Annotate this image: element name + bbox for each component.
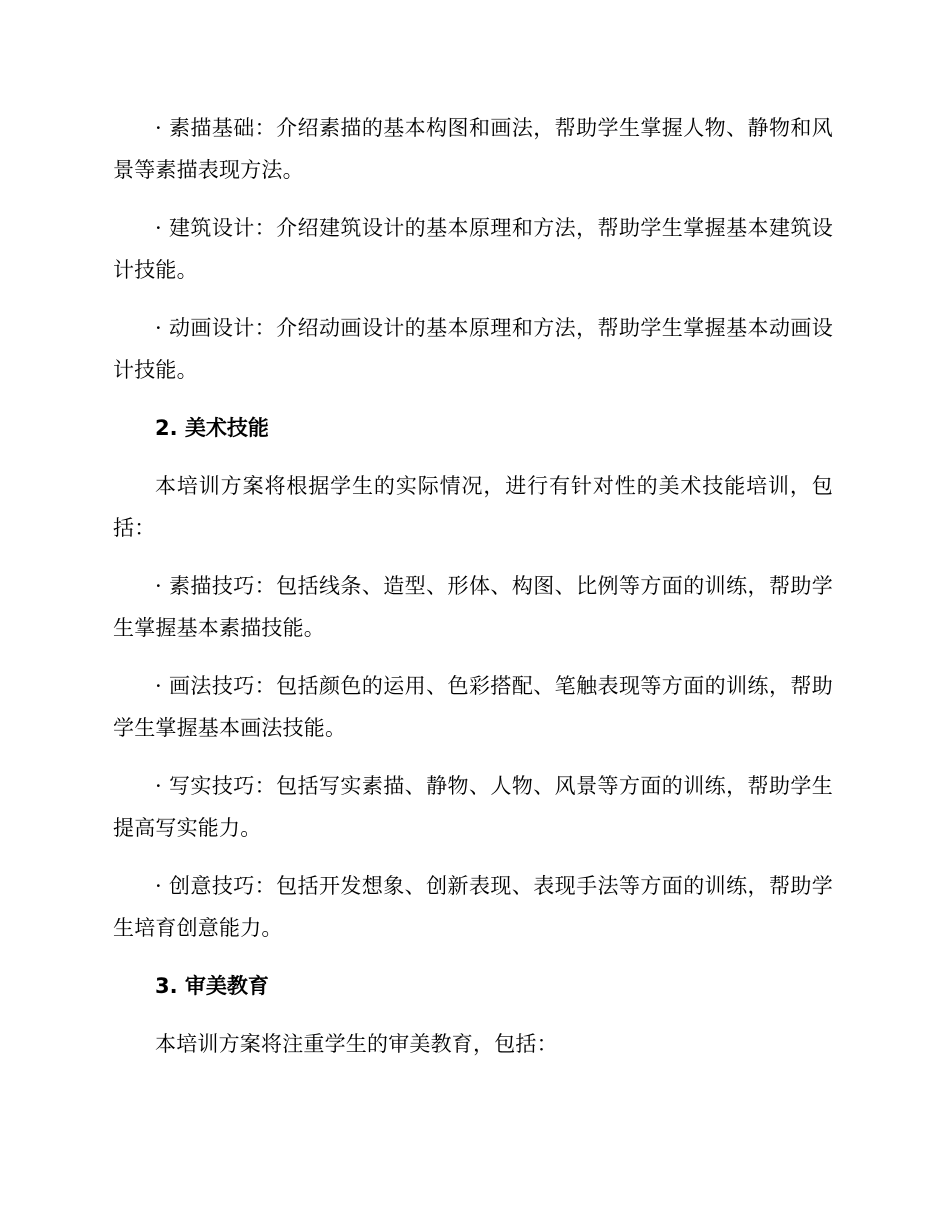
document-body — [113, 107, 833, 1081]
bullet-sketch-basics: · 素描基础：介绍素描的基本构图和画法，帮助学生掌握人物、静物和风景等素描表现方法。 — [113, 116, 833, 182]
bullet-painting-techniques: · 画法技巧：包括颜色的运用、色彩搭配、笔触表现等方面的训练，帮助学生掌握基本画法技能。 — [113, 674, 833, 740]
section-heading-art-skills: 2. 美术技能 — [155, 416, 269, 440]
paragraph-art-skills-intro: 本培训方案将根据学生的实际情况，进行有针对性的美术技能培训，包括： — [113, 474, 833, 540]
bullet-animation-design: · 动画设计：介绍动画设计的基本原理和方法，帮助学生掌握基本动画设计技能。 — [113, 316, 833, 382]
bullet-realism-techniques: · 写实技巧：包括写实素描、静物、人物、风景等方面的训练，帮助学生提高写实能力。 — [113, 774, 833, 840]
bullet-architecture-design: · 建筑设计：介绍建筑设计的基本原理和方法，帮助学生掌握基本建筑设计技能。 — [113, 216, 833, 282]
bullet-sketch-techniques: · 素描技巧：包括线条、造型、形体、构图、比例等方面的训练，帮助学生掌握基本素描技能。 — [113, 574, 833, 640]
section-heading-aesthetic-education: 3. 审美教育 — [155, 974, 269, 998]
paragraph-aesthetic-intro: 本培训方案将注重学生的审美教育，包括： — [155, 1032, 558, 1056]
bullet-creative-techniques: · 创意技巧：包括开发想象、创新表现、表现手法等方面的训练，帮助学生培育创意能力。 — [113, 874, 833, 940]
